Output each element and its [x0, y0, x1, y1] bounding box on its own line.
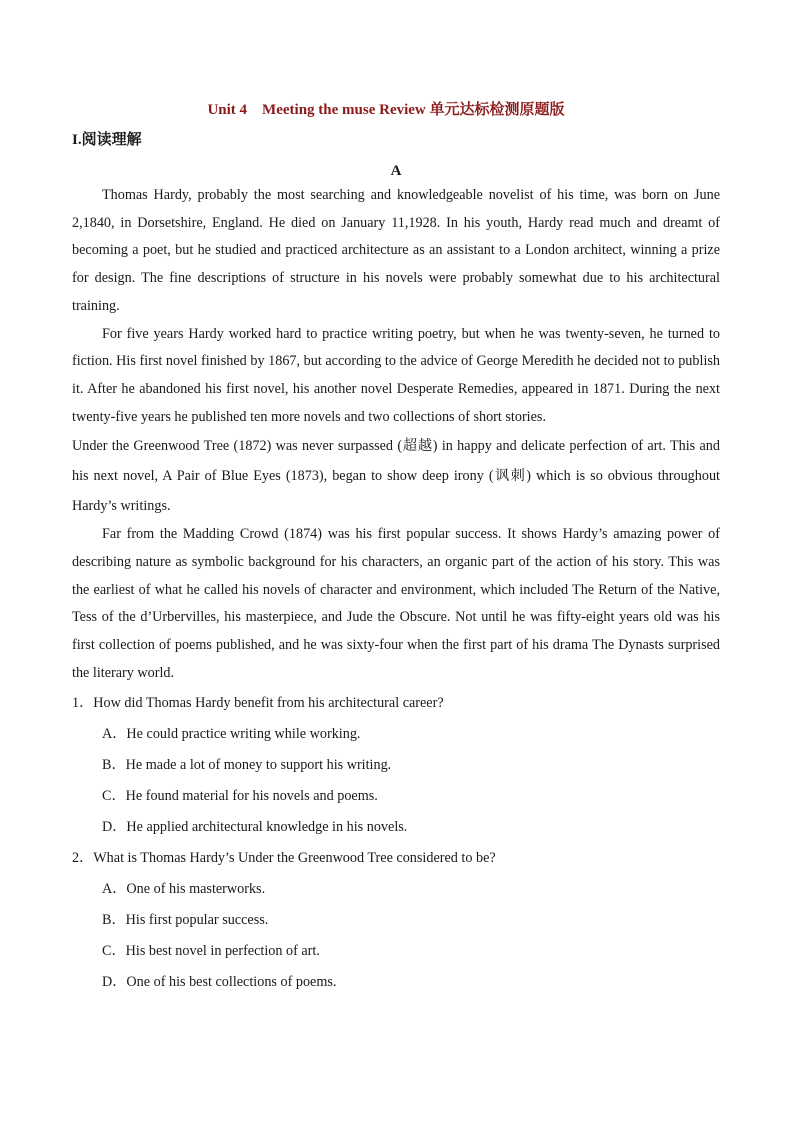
passage-letter: A [390, 163, 402, 179]
question-2 [72, 843, 720, 998]
option-b: B．His first popular success. [102, 911, 269, 928]
section-heading: I.阅读理解 [72, 132, 142, 148]
passage-paragraph-4: Far from the Madding Crowd (1874) was his first popular success. It shows Hardy’s amazing power of describing nature as symbolic background for his characters, an organic part of the action of his story. This was the earliest of what he called his novels of character and environment, which included The Return of the Native, Tess of the d’Urbervilles, his masterpiece, and Jude the Obscure. Not until he was fifty-eight years old was his first collection of poems published, and he was sixty-four when the first part of his drama The Dynasts surprised the literary world. [72, 526, 720, 681]
option-c: C．His best novel in perfection of art. [102, 942, 320, 959]
option-c: C．He found material for his novels and poems. [102, 787, 378, 804]
passage-paragraph-3: Under the Greenwood Tree (1872) was never surpassed (超越) in happy and delicate perfection of art. This and his next novel, A Pair of Blue Eyes (1873), began to show deep irony (讽刺) which is so obvious throughout Hardy’s writings. [72, 438, 720, 515]
document-page [72, 98, 720, 998]
question-1 [72, 688, 720, 843]
option-d: D．One of his best collections of poems. [102, 973, 337, 990]
passage-paragraph-1: Thomas Hardy, probably the most searching and knowledgeable novelist of his time, was born on June 2,1840, in Dorsetshire, England. He died on January 11,1928. In his youth, Hardy read much and dreamt of becoming a poet, but he studied and practiced architecture as an assistant to a London architect, winning a prize for design. The fine descriptions of structure in his novels were probably somewhat due to his architectural training. [72, 187, 720, 314]
question-stem: 1．How did Thomas Hardy benefit from his architectural career? [72, 694, 444, 711]
document-title: Unit 4 Meeting the muse Review 单元达标检测原题版 [207, 102, 565, 118]
option-d: D．He applied architectural knowledge in his novels. [102, 818, 408, 835]
option-a: A．He could practice writing while working. [102, 725, 361, 742]
option-a: A．One of his masterworks. [102, 880, 266, 897]
question-stem: 2．What is Thomas Hardy’s Under the Greenwood Tree considered to be? [72, 849, 496, 866]
passage-paragraph-2: For five years Hardy worked hard to practice writing poetry, but when he was twenty-seven, he turned to fiction. His first novel finished by 1867, but according to the advice of George Meredith he decided not to publish it. After he abandoned his first novel, his another novel Desperate Remedies, appeared in 1871. During the next twenty-five years he published ten more novels and two collections of short stories. [72, 325, 720, 425]
option-b: B．He made a lot of money to support his writing. [102, 756, 392, 773]
